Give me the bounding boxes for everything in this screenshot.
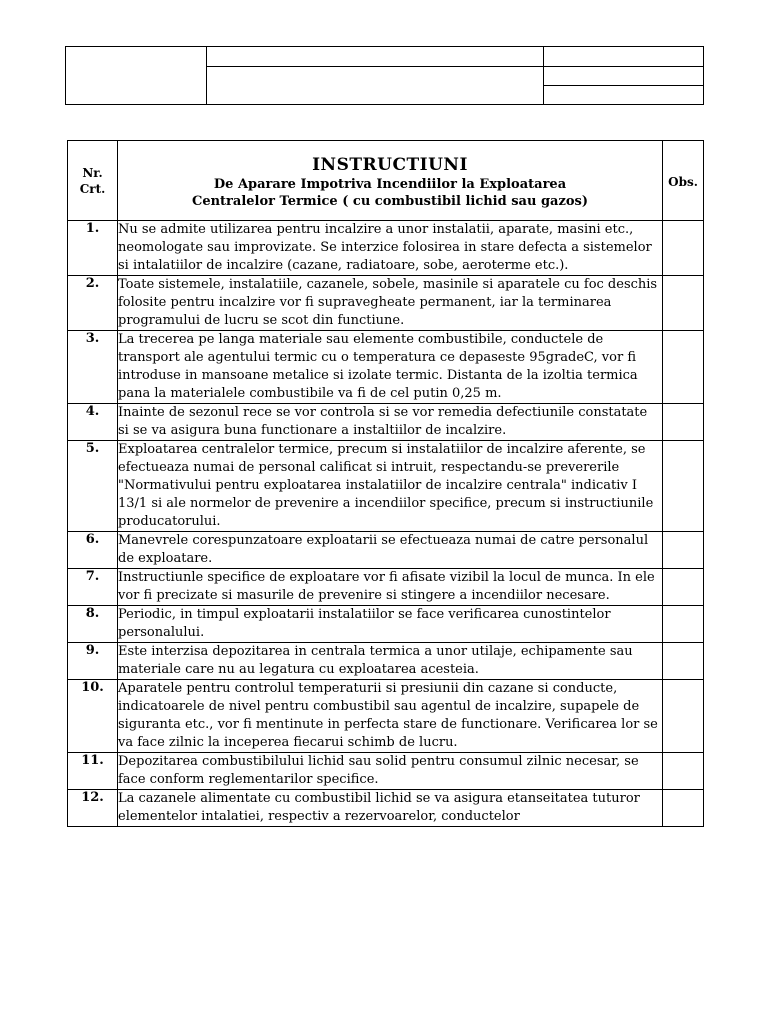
row-instruction-text: Inainte de sezonul rece se vor controla si se vor remedia defectiunile constatate si se va asigura buna functionare a instaltiilor de incalzire. <box>118 404 663 441</box>
table-row <box>68 606 704 643</box>
row-number: 12. <box>68 790 118 827</box>
header-divider <box>543 47 544 104</box>
row-instruction-text: Instructiunle specifice de exploatare vor fi afisate vizibil la locul de munca. In ele vor fi precizate si masurile de prevenire si stingere a incendiilor necesare. <box>118 569 663 606</box>
row-obs-cell <box>663 790 704 827</box>
row-instruction-text: La trecerea pe langa materiale sau elemente combustibile, conductele de transport ale agentului termic cu o temperatura ce depaseste 95gradeC, vor fi introduse in mansoane metalice si izolate termic. Distanta de la izoltia termica pana la materialele combustibile va fi de cel putin 0,25 m. <box>118 331 663 404</box>
row-instruction-text: Manevrele corespunzatoare exploatarii se efectueaza numai de catre personalul de exploatare. <box>118 532 663 569</box>
col-header-nr-label: Nr. Crt. <box>79 165 106 196</box>
table-row <box>68 441 704 532</box>
row-number: 2. <box>68 276 118 331</box>
header-divider <box>543 85 703 86</box>
table-row <box>68 331 704 404</box>
row-obs-cell <box>663 221 704 276</box>
row-number: 11. <box>68 753 118 790</box>
row-obs-cell <box>663 606 704 643</box>
row-obs-cell <box>663 753 704 790</box>
row-number: 7. <box>68 569 118 606</box>
row-instruction-text: Nu se admite utilizarea pentru incalzire a unor instalatii, aparate, masini etc., neomologate sau improvizate. Se interzice folosirea in stare defecta a sistemelor si intalatiilor de incalzire (cazane, radiatoare, sobe, aeroterme etc.). <box>118 221 663 276</box>
row-instruction-text: Exploatarea centralelor termice, precum si instalatiilor de incalzire aferente, se efectueaza numai de personal calificat si intruit, respectandu-se prevererile "Normativului pentru exploatarea instalatiilor de incalzire centrala" indicativ I 13/1 si ale normelor de prevenire a incendiilor specifice, precum si instructiunile producatorului. <box>118 441 663 532</box>
row-instruction-text: Toate sistemele, instalatiile, cazanele, sobele, masinile si aparatele cu foc deschis folosite pentru incalzire vor fi supravegheate permanent, iar la terminarea programului de lucru se scot din functiune. <box>118 276 663 331</box>
row-number: 10. <box>68 680 118 753</box>
instructions-table <box>67 140 704 827</box>
table-row <box>68 532 704 569</box>
table-row <box>68 276 704 331</box>
row-number: 5. <box>68 441 118 532</box>
col-header-nr <box>68 141 118 221</box>
row-obs-cell <box>663 680 704 753</box>
row-number: 9. <box>68 643 118 680</box>
row-obs-cell <box>663 643 704 680</box>
row-number: 3. <box>68 331 118 404</box>
header-divider <box>206 47 207 104</box>
row-obs-cell <box>663 569 704 606</box>
table-row <box>68 680 704 753</box>
table-row <box>68 404 704 441</box>
row-instruction-text: Depozitarea combustibilului lichid sau solid pentru consumul zilnic necesar, se face conform reglementarilor specifice. <box>118 753 663 790</box>
table-row <box>68 753 704 790</box>
row-number: 8. <box>68 606 118 643</box>
table-header-row <box>68 141 704 221</box>
table-row <box>68 221 704 276</box>
row-obs-cell <box>663 404 704 441</box>
row-instruction-text: La cazanele alimentate cu combustibil lichid se va asigura etanseitatea tuturor elementelor intalatiei, respectiv a rezervoarelor, conductelor <box>118 790 663 827</box>
row-instruction-text: Aparatele pentru controlul temperaturii si presiunii din cazane si conducte, indicatoarele de nivel pentru combustibil sau agentul de incalzire, supapele de siguranta etc., vor fi mentinute in perfecta stare de functionare. Verificarea lor se va face zilnic la inceperea fiecarui schimb de lucru. <box>118 680 663 753</box>
row-obs-cell <box>663 331 704 404</box>
row-instruction-text: Este interzisa depozitarea in centrala termica a unor utilaje, echipamente sau materiale care nu au legatura cu exploatarea acesteia. <box>118 643 663 680</box>
row-obs-cell <box>663 441 704 532</box>
row-obs-cell <box>663 532 704 569</box>
table-row <box>68 569 704 606</box>
document-header-box <box>65 46 704 105</box>
row-number: 1. <box>68 221 118 276</box>
document-title: INSTRUCTIUNI <box>312 154 468 175</box>
row-obs-cell <box>663 276 704 331</box>
table-row <box>68 643 704 680</box>
document-subtitle-line1: De Aparare Impotriva Incendiilor la Exploatarea <box>213 176 567 192</box>
col-header-obs-label: Obs. <box>668 175 698 189</box>
document-subtitle-line2: Centralelor Termice ( cu combustibil lichid sau gazos) <box>191 193 588 209</box>
col-header-obs <box>663 141 704 221</box>
title-cell <box>118 141 663 221</box>
row-instruction-text: Periodic, in timpul exploatarii instalatiilor se face verificarea cunostintelor personalului. <box>118 606 663 643</box>
row-number: 4. <box>68 404 118 441</box>
table-row <box>68 790 704 827</box>
row-number: 6. <box>68 532 118 569</box>
header-divider <box>206 66 703 67</box>
